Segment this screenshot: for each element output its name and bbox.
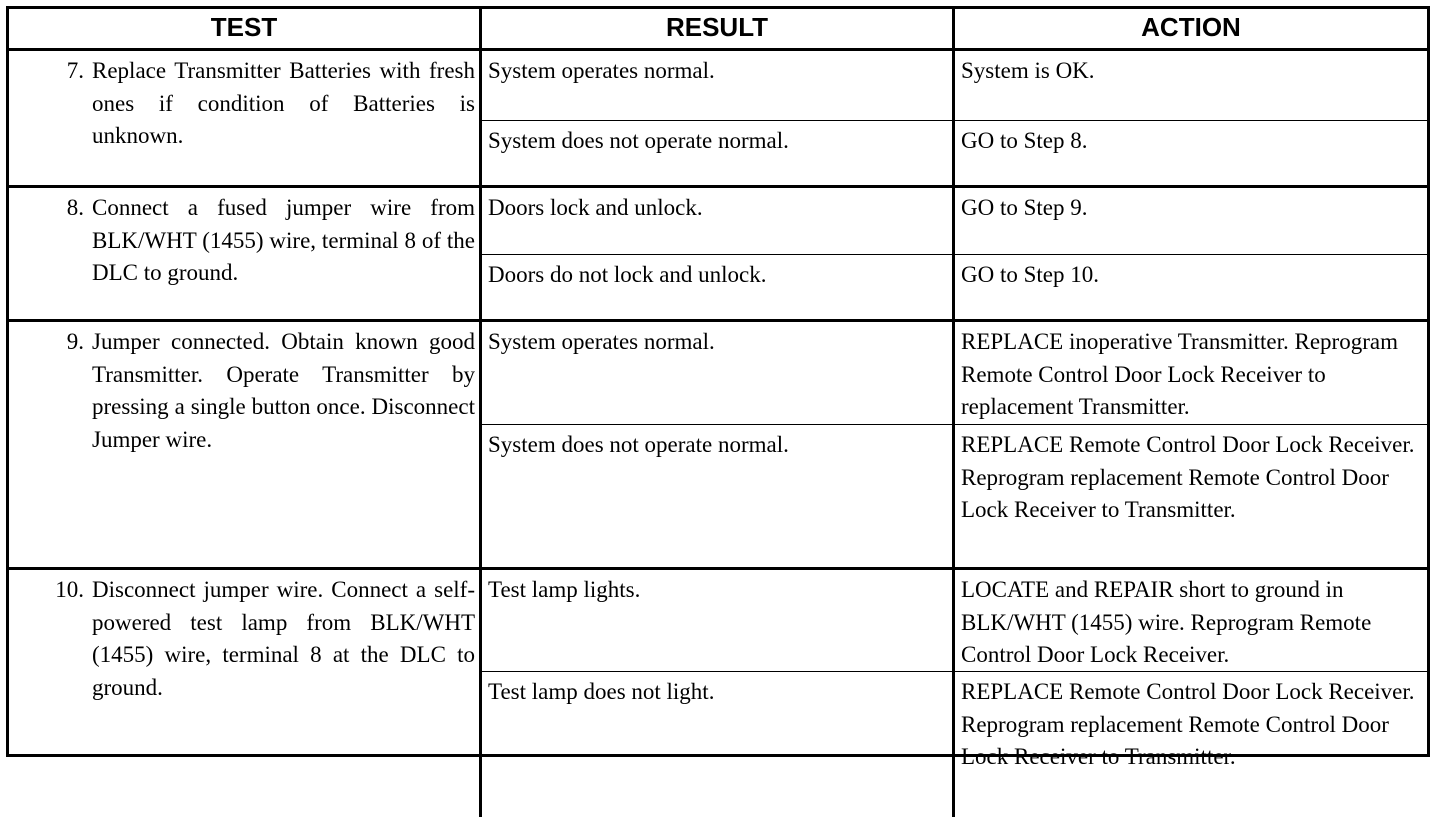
- action-cell: GO to Step 8.: [955, 121, 1427, 188]
- header-action: ACTION: [955, 9, 1427, 51]
- test-step-10: [9, 570, 482, 817]
- test-step-9: [9, 322, 482, 570]
- test-step-8: [9, 188, 482, 322]
- test-description: Disconnect jumper wire. Connect a self-powered test lamp from BLK/WHT (1455) wire, terminal 8 at the DLC to ground.: [92, 577, 475, 700]
- test-description: Replace Transmitter Batteries with fresh ones if condition of Batteries is unknown.: [92, 58, 475, 148]
- action-cell: System is OK.: [955, 51, 1427, 121]
- result-cell: System does not operate normal.: [482, 121, 955, 188]
- test-description: Jumper connected. Obtain known good Transmitter. Operate Transmitter by pressing a single button once. Disconnect Jumper wire.: [92, 329, 475, 452]
- step-number: 10.: [55, 577, 84, 602]
- result-cell: System operates normal.: [482, 322, 955, 425]
- action-cell: REPLACE Remote Control Door Lock Receiver. Reprogram replacement Remote Control Door Lock Receiver to Transmitter.: [961, 679, 1415, 769]
- result-cell: Test lamp does not light.: [482, 672, 955, 817]
- step-number: 8.: [66, 195, 84, 220]
- result-cell: System operates normal.: [482, 51, 955, 121]
- header-test: TEST: [9, 9, 482, 51]
- action-cell: REPLACE Remote Control Door Lock Receiver. Reprogram replacement Remote Control Door Lock Receiver to Transmitter.: [955, 425, 1427, 570]
- action-cell: GO to Step 9.: [955, 188, 1427, 255]
- test-description: Connect a fused jumper wire from BLK/WHT (1455) wire, terminal 8 of the DLC to ground.: [92, 195, 475, 285]
- test-step-7: [9, 51, 482, 188]
- step-number: 7.: [66, 58, 84, 83]
- action-cell: LOCATE and REPAIR short to ground in BLK/WHT (1455) wire. Reprogram Remote Control Door Lock Receiver.: [955, 570, 1427, 672]
- result-cell: Test lamp lights.: [482, 570, 955, 672]
- result-cell: Doors lock and unlock.: [482, 188, 955, 255]
- result-cell: Doors do not lock and unlock.: [482, 255, 955, 322]
- action-cell: REPLACE inoperative Transmitter. Reprogram Remote Control Door Lock Receiver to replacement Transmitter.: [955, 322, 1427, 425]
- result-cell: System does not operate normal.: [482, 425, 955, 570]
- step-number: 9.: [66, 329, 84, 354]
- diagnostic-table: [6, 6, 1430, 769]
- action-cell: GO to Step 10.: [955, 255, 1427, 322]
- header-result: RESULT: [482, 9, 955, 51]
